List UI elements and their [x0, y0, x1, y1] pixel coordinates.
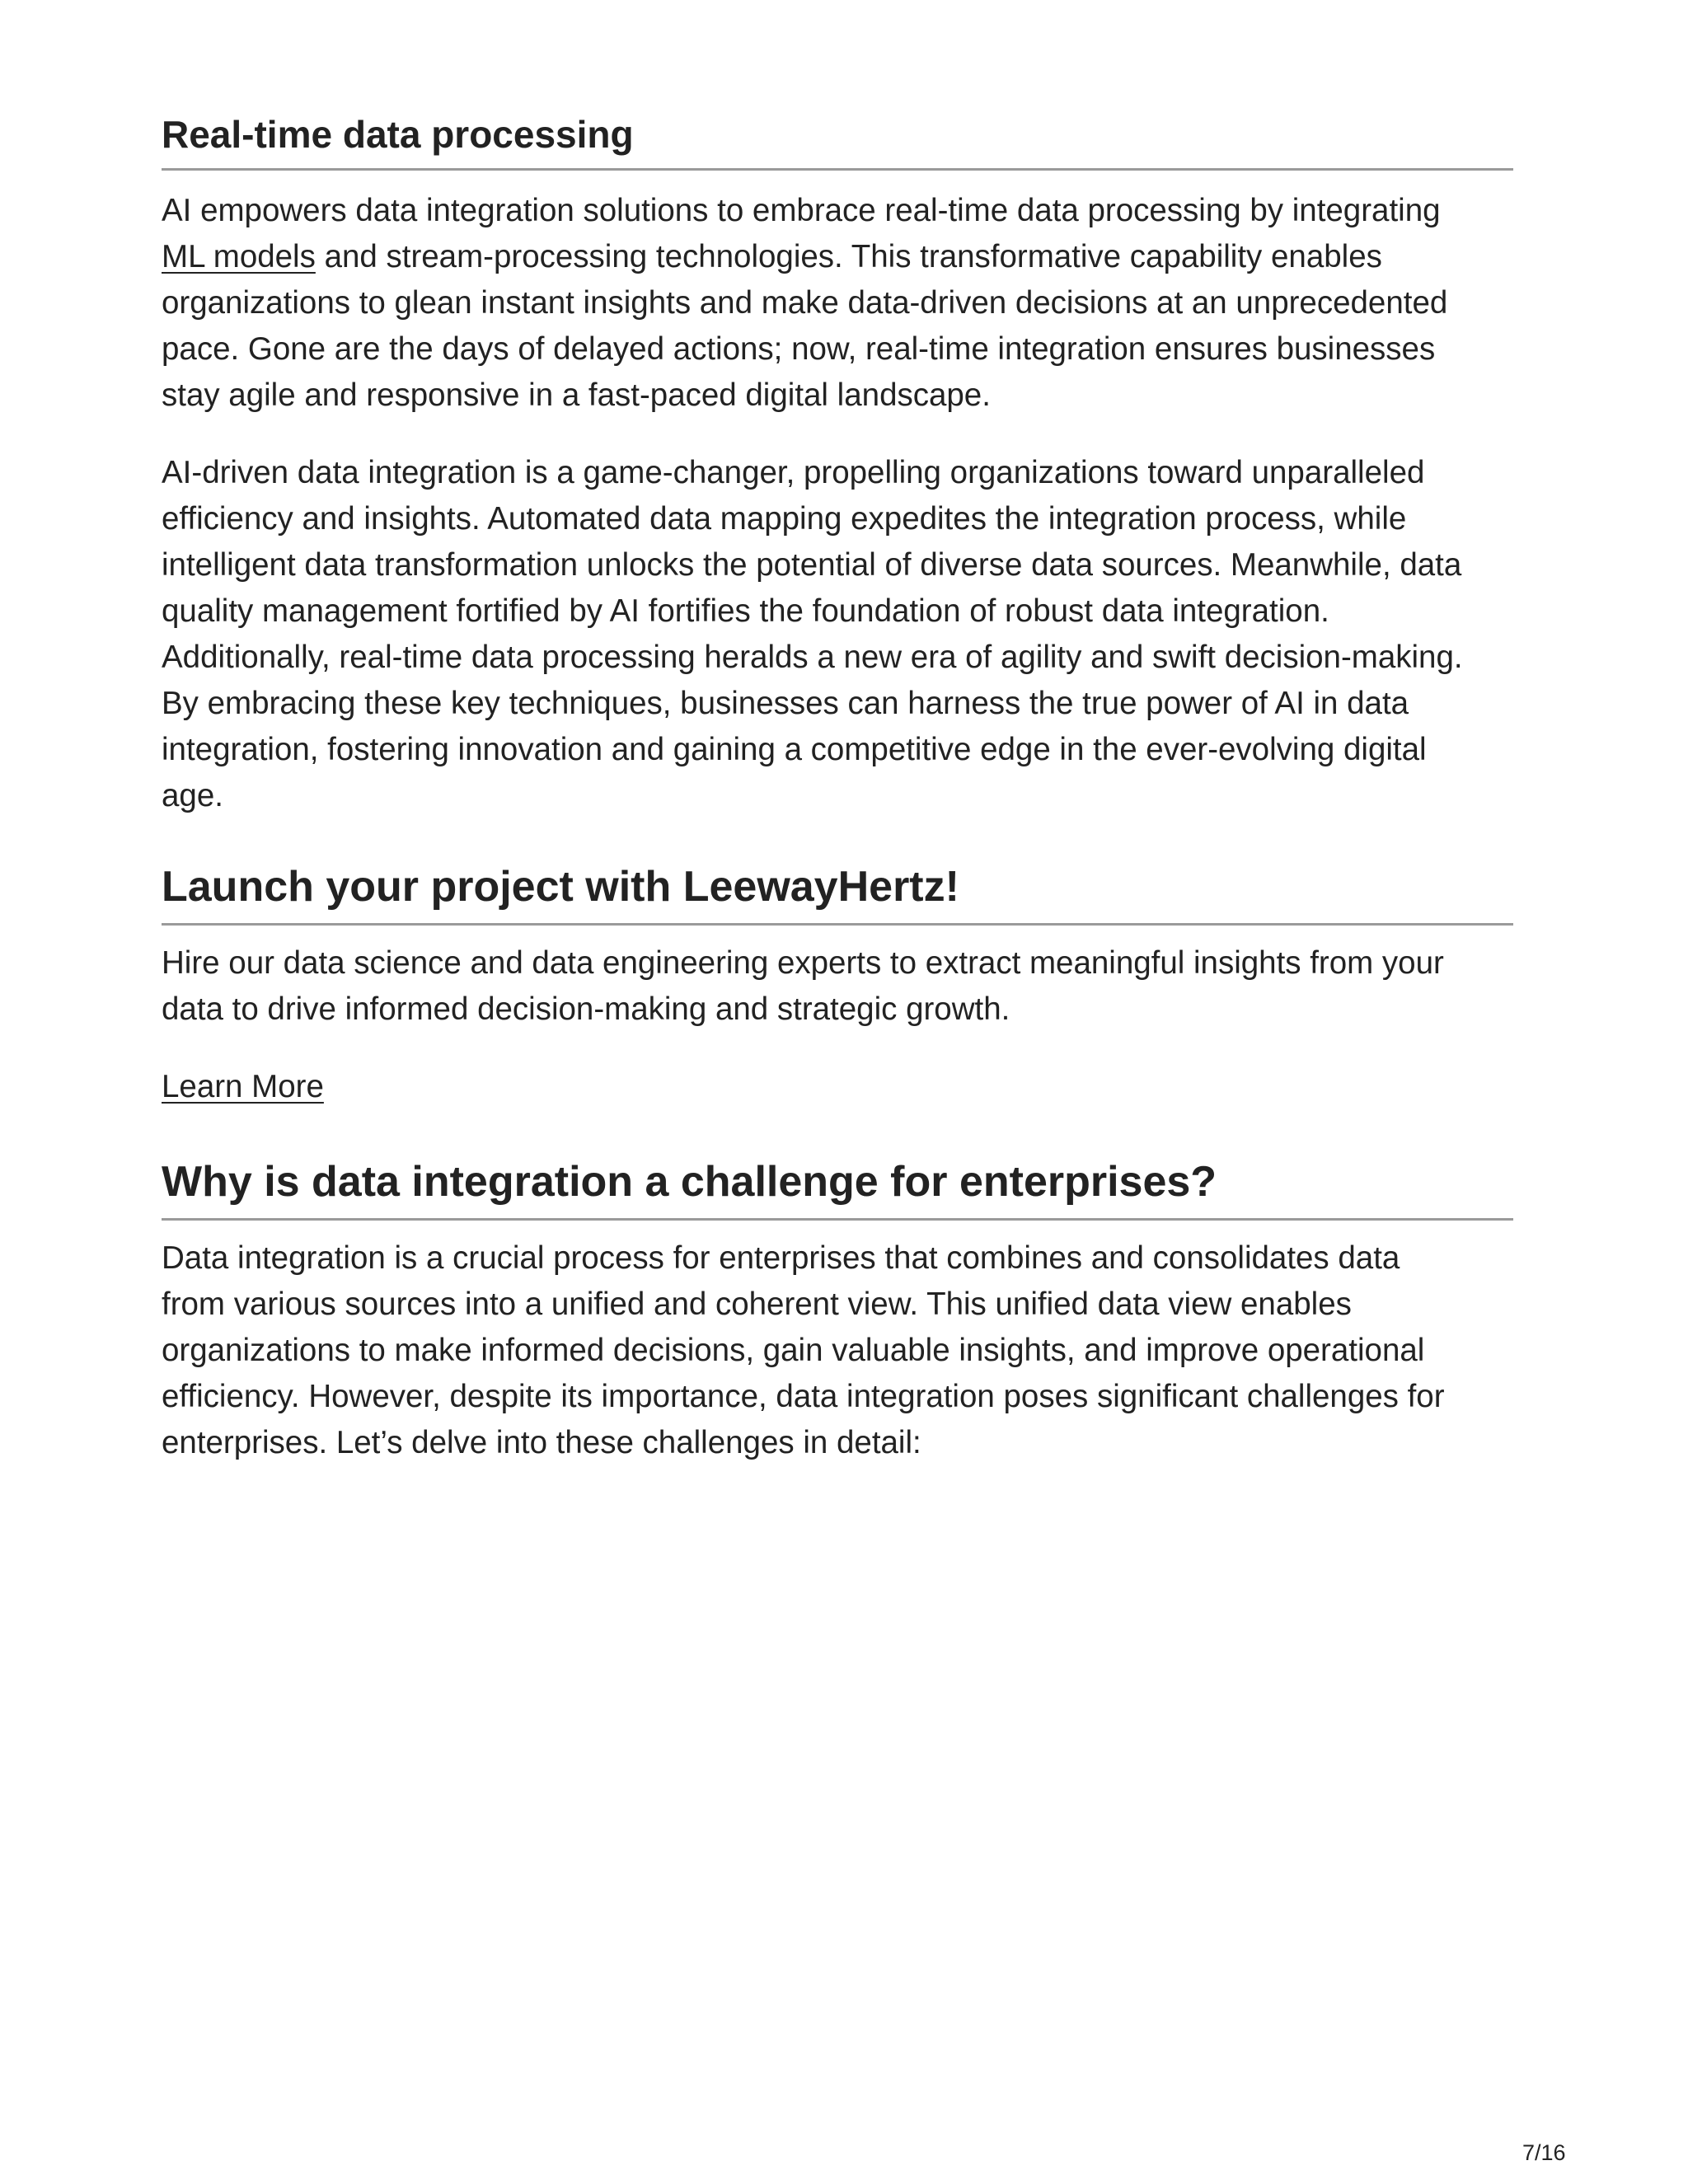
text-line: AI-driven data integration is a game-changer, propelling organizations toward unparalleled	[162, 455, 1425, 490]
text-line: from various sources into a unified and coherent view. This unified data view enables	[162, 1286, 1352, 1322]
text-line	[162, 234, 1513, 280]
text-line: quality management fortified by AI fortifies the foundation of robust data integration.	[162, 593, 1329, 629]
text-line: AI empowers data integration solutions to embrace real-time data processing by integrating	[162, 193, 1441, 228]
section-heading-realtime: Real-time data processing	[162, 113, 634, 156]
challenge-paragraph	[162, 1235, 1513, 1466]
text-line: stay agile and responsive in a fast-paced digital landscape.	[162, 377, 991, 413]
launch-paragraph	[162, 940, 1513, 1033]
section-heading-launch: Launch your project with LeewayHertz!	[162, 863, 959, 911]
heading-divider	[162, 923, 1513, 926]
text-line: intelligent data transformation unlocks the potential of diverse data sources. Meanwhile, data	[162, 547, 1462, 583]
text-line: data to drive informed decision-making and strategic growth.	[162, 991, 1010, 1027]
text-line: Additionally, real-time data processing heralds a new era of agility and swift decision-making.	[162, 640, 1463, 675]
text-fragment: and stream-processing technologies. This transformative capability enables	[315, 239, 1382, 274]
heading-divider	[162, 168, 1513, 171]
text-line: organizations to glean instant insights and make data-driven decisions at an unprecedented	[162, 285, 1448, 321]
summary-paragraph	[162, 450, 1513, 819]
page-number: 7/16	[1522, 2140, 1566, 2165]
text-line: enterprises. Let’s delve into these challenges in detail:	[162, 1425, 921, 1460]
text-line: By embracing these key techniques, businesses can harness the true power of AI in data	[162, 686, 1409, 721]
text-line: age.	[162, 778, 223, 813]
text-line: efficiency and insights. Automated data mapping expedites the integration process, while	[162, 501, 1407, 537]
text-line: organizations to make informed decisions, gain valuable insights, and improve operational	[162, 1333, 1425, 1368]
text-line: integration, fostering innovation and gaining a competitive edge in the ever-evolving digital	[162, 732, 1427, 767]
text-line: pace. Gone are the days of delayed actions; now, real-time integration ensures businesses	[162, 331, 1436, 367]
text-line: Hire our data science and data engineering experts to extract meaningful insights from your	[162, 945, 1444, 981]
learn-more-link[interactable]: Learn More	[162, 1069, 324, 1104]
realtime-paragraph-1	[162, 188, 1513, 419]
text-line: efficiency. However, despite its importance, data integration poses significant challenges for	[162, 1379, 1445, 1414]
section-heading-challenge: Why is data integration a challenge for enterprises?	[162, 1158, 1217, 1206]
heading-divider	[162, 1218, 1513, 1221]
text-line: Data integration is a crucial process for enterprises that combines and consolidates data	[162, 1240, 1400, 1276]
ml-models-link[interactable]: ML models	[162, 239, 316, 274]
